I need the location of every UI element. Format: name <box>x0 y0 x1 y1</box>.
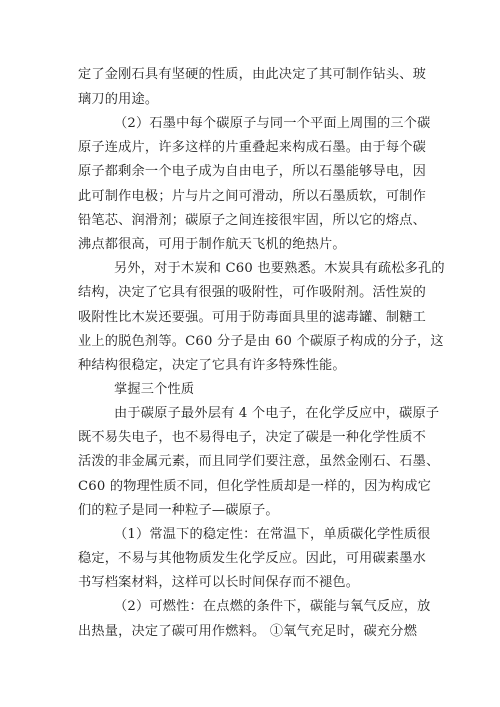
text-line: （1）常温下的稳定性：在常温下，单质碳化学性质很 <box>114 527 431 542</box>
text-line: 原子都剩余一个电子成为自由电子，所以石墨能够导电，因 <box>78 164 427 179</box>
text-line: 原子连成片，许多这样的片重叠起来构成石墨。由于每个碳 <box>78 140 427 155</box>
text-line: 既不易失电子，也不易得电子，决定了碳是一种化学性质不 <box>78 430 427 445</box>
text-line: 璃刀的用途。 <box>78 92 159 107</box>
text-line: 业上的脱色剂等。C60 分子是由 60 个碳原子构成的分子，这 <box>78 334 444 349</box>
text-line: 们的粒子是同一种粒子—碳原子。 <box>78 503 279 518</box>
text-line: 种结构很稳定，决定了它具有许多特殊性能。 <box>78 358 346 373</box>
text-line: 由于碳原子最外层有 4 个电子，在化学反应中，碳原子 <box>114 406 440 421</box>
text-line: 吸附性比木炭还要强。可用于防毒面具里的滤毒罐、制糖工 <box>78 310 427 325</box>
text-line: 沸点都很高，可用于制作航天飞机的绝热片。 <box>78 237 346 252</box>
text-line: 此可制作电极；片与片之间可滑动，所以石墨质软，可制作 <box>78 189 427 204</box>
section-heading: 掌握三个性质 <box>114 382 195 397</box>
text-line: 稳定，不易与其他物质发生化学反应。因此，可用碳素墨水 <box>78 551 427 566</box>
text-line: 另外，对于木炭和 C60 也要熟悉。木炭具有疏松多孔的 <box>114 261 445 276</box>
text-line: 活泼的非金属元素，而且同学们要注意，虽然金刚石、石墨、 <box>78 454 440 469</box>
text-line: 定了金刚石具有坚硬的性质，由此决定了其可制作钻头、玻 <box>78 67 427 82</box>
text-line: （2）可燃性：在点燃的条件下，碳能与氧气反应，放 <box>114 599 431 614</box>
text-line: C60 的物理性质不同，但化学性质却是一样的，因为构成它 <box>78 479 432 494</box>
text-line: 结构，决定了它具有很强的吸附性，可作吸附剂。活性炭的 <box>78 285 427 300</box>
text-line: 铅笔芯、润滑剂；碳原子之间连接很牢固，所以它的熔点、 <box>78 213 427 228</box>
text-line: 书写档案材料，这样可以长时间保存而不褪色。 <box>78 575 360 590</box>
text-line: 出热量，决定了碳可用作燃料。 ①氧气充足时，碳充分燃 <box>78 624 418 639</box>
text-line: （2）石墨中每个碳原子与同一个平面上周围的三个碳 <box>114 116 431 131</box>
